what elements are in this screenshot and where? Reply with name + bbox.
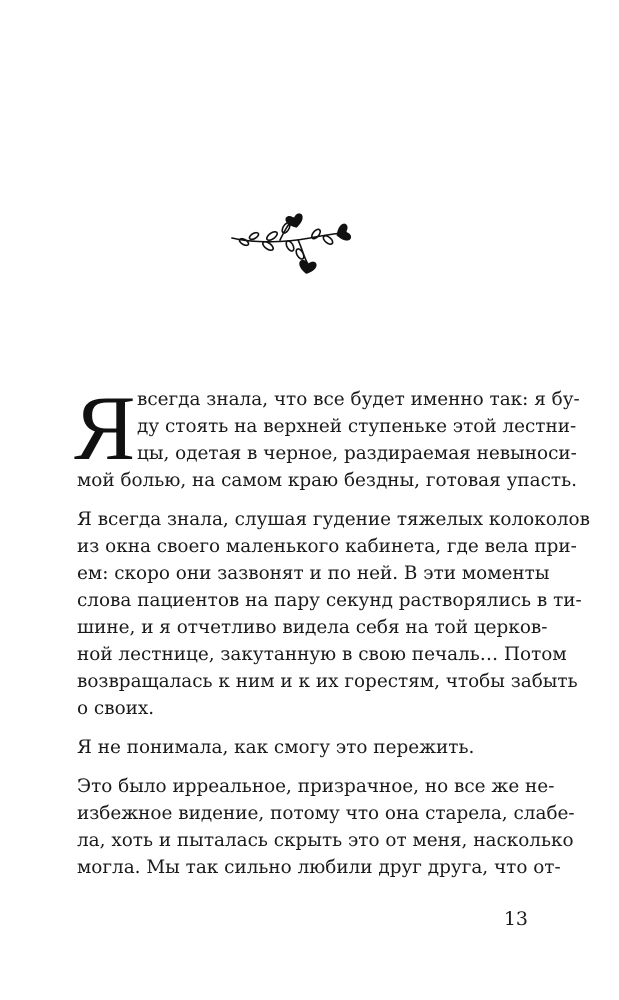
paragraph-3 — [77, 734, 509, 761]
text-line: шине, и я отчетливо видела себя на той церков- — [77, 617, 548, 638]
paragraph-1 — [74, 377, 580, 494]
text-line: ной лестнице, закутанную в свою печаль… Потом — [77, 644, 567, 665]
text-line: ем: скоро они зазвонят и по ней. В эти моменты — [77, 563, 550, 584]
text-line: ду стоять на верхней ступеньке этой лестни- — [137, 416, 577, 437]
text-line: Я не понимала, как смогу это пережить. — [77, 737, 475, 758]
body-text — [74, 377, 590, 881]
text-line: всегда знала, что все будет именно так: я бу- — [137, 389, 580, 410]
text-line: возвращалась к ним и к их горестям, чтобы забыть — [77, 671, 578, 692]
text-line: из окна своего маленького кабинета, где вела при- — [77, 536, 577, 557]
floral-ornament-icon — [228, 208, 358, 278]
text-line: Я всегда знала, слушая гудение тяжелых колоколов — [77, 509, 590, 530]
text-line: цы, одетая в черное, раздираемая невыноси- — [137, 443, 577, 464]
text-line: о своих. — [77, 698, 155, 719]
page-number: 13 — [503, 908, 528, 930]
text-line: Это было ирреальное, призрачное, но все же не- — [77, 776, 555, 797]
text-line: слова пациентов на пару секунд растворялись в ти- — [77, 590, 582, 611]
text-line: могла. Мы так сильно любили друг друга, что от- — [77, 857, 561, 878]
paragraph-2 — [77, 506, 590, 722]
paragraph-4 — [77, 773, 575, 881]
text-line: избежное видение, потому что она старела, слабе- — [77, 803, 575, 824]
drop-cap: Я — [74, 377, 136, 479]
text-line: мой болью, на самом краю бездны, готовая упасть. — [77, 470, 577, 491]
text-line: ла, хоть и пыталась скрыть это от меня, насколько — [77, 830, 574, 851]
